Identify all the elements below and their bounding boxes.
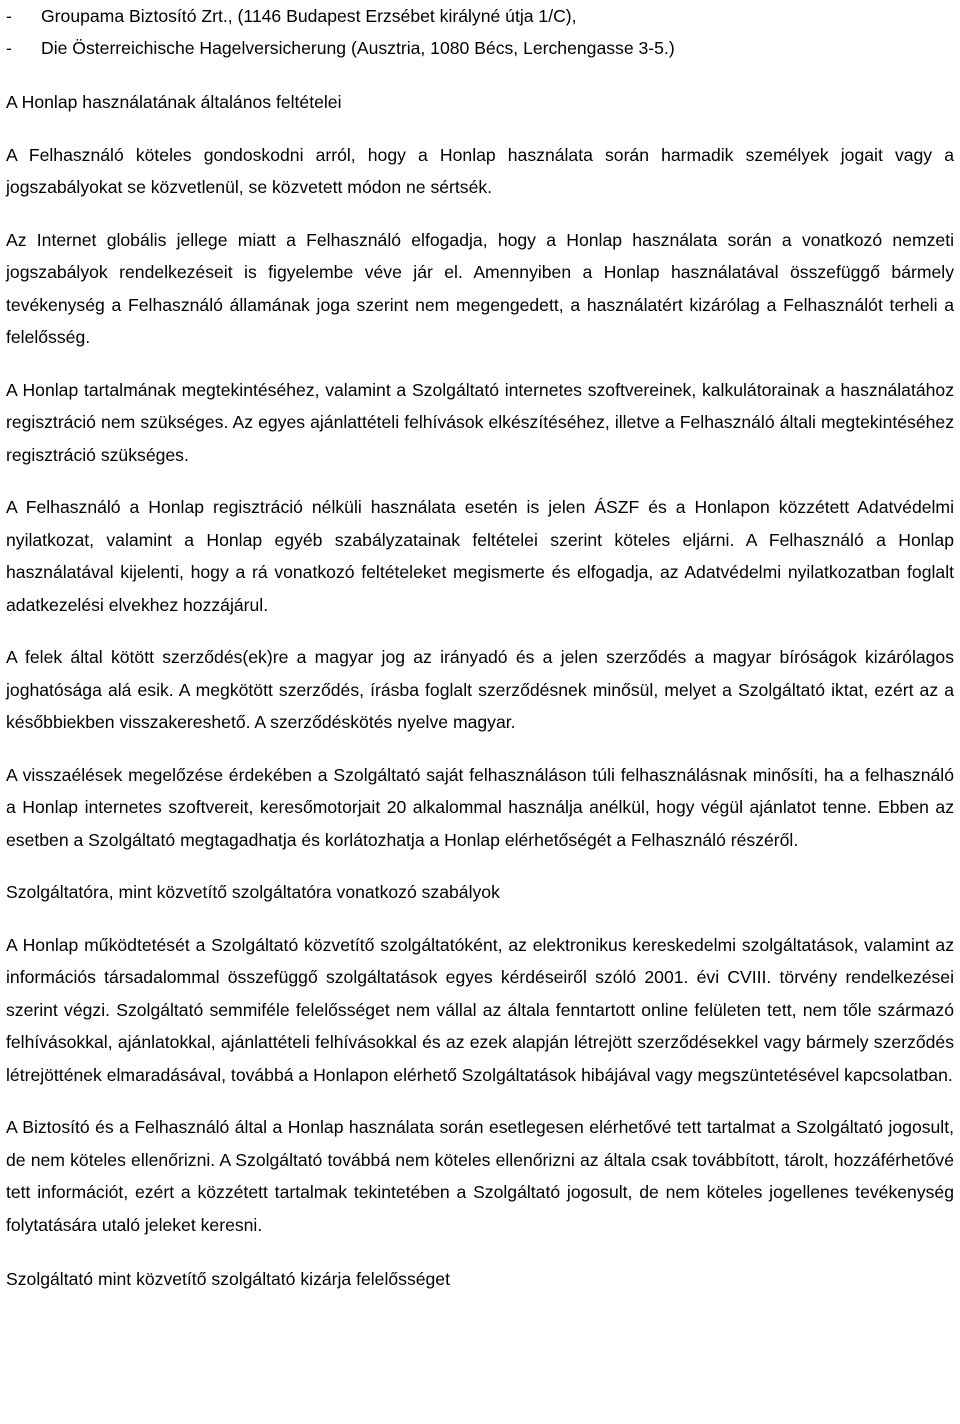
section-heading-liability: Szolgáltató mint közvetítő szolgáltató kizárja felelősséget — [6, 1269, 450, 1289]
paragraph: A Honlap működtetését a Szolgáltató közvetítő szolgáltatóként, az elektronikus kereskedelmi szolgáltatások, valamint az információs társadalommal összefüggő szolgáltatások egyes kérdéseiről szóló 2001. évi CVIII. törvény rendelkezései szerint végzi. Szolgáltató semmiféle felelősséget nem vállal az általa fenntartott online felületen tett, nem tőle származó felhívásokkal, ajánlatokkal, ajánlattételi felhívásokkal és az ezek alapján létrejött szerződésekkel vagy bármely szerződés létrejöttének elmaradásával, továbbá a Honlapon elérhető Szolgáltatások hibájával vagy megszüntetésével kapcsolatban. — [6, 934, 954, 1085]
list-dash: - — [6, 6, 12, 26]
section-heading-intermediary-rules: Szolgáltatóra, mint közvetítő szolgáltatóra vonatkozó szabályok — [6, 882, 500, 902]
paragraph: A visszaélések megelőzése érdekében a Szolgáltató saját felhasználáson túli felhasználásnak minősíti, ha a felhasználó a Honlap internetes szoftvereit, keresőmotorjait 20 alkalommal használja anélkül, hogy végül ajánlatot tenne. Ebben az esetben a Szolgáltató megtagadhatja és korlátozhatja a Honlap elérhetőségét a Felhasználó részéről. — [6, 764, 954, 850]
list-item-text: Groupama Biztosító Zrt., (1146 Budapest Erzsébet királyné útja 1/C), — [41, 6, 577, 26]
insurer-list — [6, 0, 954, 64]
paragraph: Az Internet globális jellege miatt a Felhasználó elfogadja, hogy a Honlap használata során a vonatkozó nemzeti jogszabályok rendelkezéseit is figyelembe véve jár el. Amennyiben a Honlap használatával összefüggő bármely tevékenység a Felhasználó államának joga szerint nem megengedett, a használatért kizárólag a Felhasználót terheli a felelősség. — [6, 229, 954, 347]
list-item — [6, 0, 954, 32]
list-item-text: Die Österreichische Hagelversicherung (Ausztria, 1080 Bécs, Lerchengasse 3-5.) — [41, 38, 675, 58]
list-dash: - — [6, 38, 12, 58]
paragraph: A felek által kötött szerződés(ek)re a magyar jog az irányadó és a jelen szerződés a magyar bíróságok kizárólagos joghatósága alá esik. A megkötött szerződés, írásba foglalt szerződésnek minősül, melyet a Szolgáltató iktat, ezért az a későbbiekben visszakereshető. A szerződéskötés nyelve magyar. — [6, 647, 954, 732]
section-heading-general-terms: A Honlap használatának általános feltételei — [6, 92, 342, 112]
paragraph: A Honlap tartalmának megtekintéséhez, valamint a Szolgáltató internetes szoftvereinek, kalkulátorainak a használatához regisztráció nem szükséges. Az egyes ajánlattételi felhívások elkészítéséhez, illetve a Felhasználó általi megtekintéséhez regisztráció szükséges. — [6, 379, 954, 465]
paragraph: A Biztosító és a Felhasználó által a Honlap használata során esetlegesen elérhetővé tett tartalmat a Szolgáltató jogosult, de nem köteles ellenőrizni. A Szolgáltató továbbá nem köteles ellenőrizni az általa csak továbbított, tárolt, hozzáférhetővé tett információt, ezért a közzétett tartalmak tekintetében a Szolgáltató jogosult, de nem köteles jogellenes tevékenység folytatására utaló jeleket keresni. — [6, 1117, 954, 1235]
document-page — [6, 0, 954, 1296]
paragraph: A Felhasználó köteles gondoskodni arról, hogy a Honlap használata során harmadik személyek jogait vagy a jogszabályokat se közvetlenül, se közvetett módon ne sértsék. — [6, 144, 954, 197]
list-item — [6, 32, 954, 64]
paragraph: A Felhasználó a Honlap regisztráció nélküli használata esetén is jelen ÁSZF és a Honlapon közzétett Adatvédelmi nyilatkozat, valamint a Honlap egyéb szabályzatainak feltételei szerint köteles eljárni. A Felhasználó a Honlap használatával kijelenti, hogy a rá vonatkozó feltételeket megismerte és elfogadja, az Adatvédelmi nyilatkozatban foglalt adatkezelési elvekhez hozzájárul. — [6, 497, 954, 615]
